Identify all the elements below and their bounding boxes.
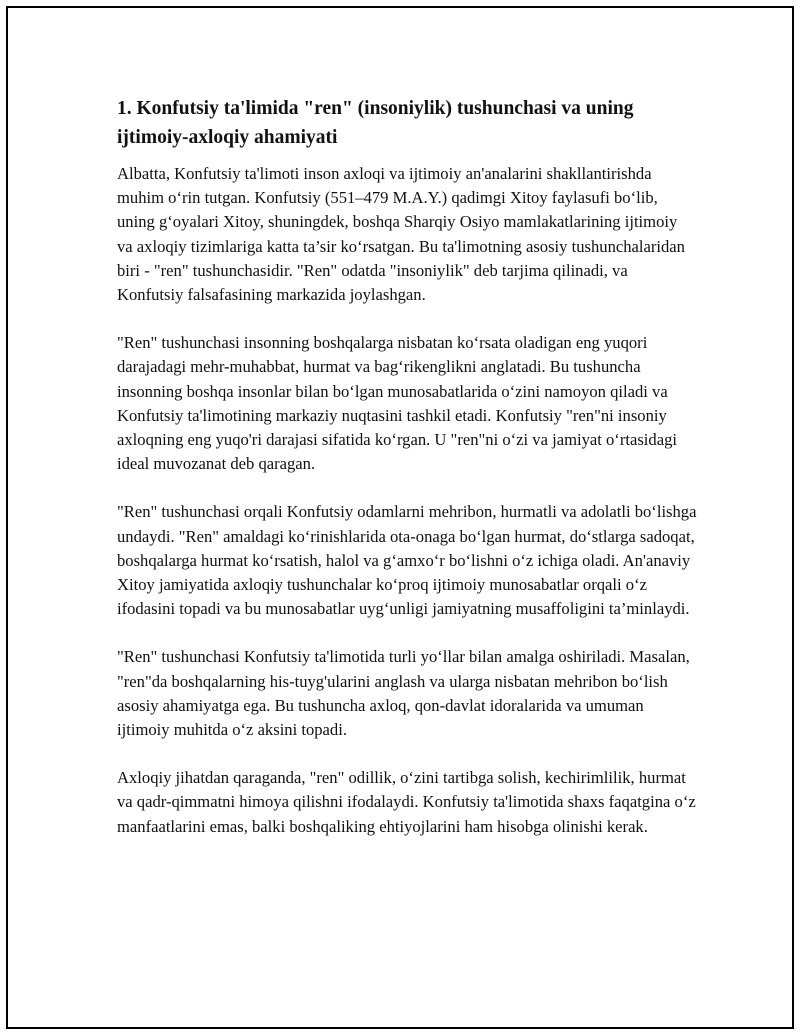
document-body (117, 94, 697, 863)
paragraph-2: "Ren" tushunchasi insonning boshqalarga nisbatan ko‘rsata oladigan eng yuqori darajadagi mehr-muhabbat, hurmat va bag‘rikenglikni anglatadi. Bu tushuncha insonning boshqa insonlar bilan bo‘lgan munosabatlarida o‘zini namoyon qiladi va Konfutsiy ta'limotining markaziy nuqtasini tashkil etadi. Konfutsiy "ren"ni insoniy axloqning eng yuqo'ri darajasi sifatida ko‘rgan. U "ren"ni o‘zi va jamiyat o‘rtasidagi ideal muvozanat deb qaragan. (117, 333, 677, 474)
paragraph-5: Axloqiy jihatdan qaraganda, "ren" odillik, o‘zini tartibga solish, kechirimlilik, hurmat va qadr-qimmatni himoya qilishni ifodalaydi. Konfutsiy ta'limotida shaxs faqatgina o‘z manfaatlarini emas, balki boshqaliking ehtiyojlarini ham hisobga olinishi kerak. (117, 768, 696, 836)
section-heading: 1. Konfutsiy ta'limida "ren" (insoniylik) tushunchasi va uning ijtimoiy-axloqiy ahamiyati (117, 98, 634, 148)
paragraph-4: "Ren" tushunchasi Konfutsiy ta'limotida turli yo‘llar bilan amalga oshiriladi. Masalan, "ren"da boshqalarning his-tuyg'ularini anglash va ularga nisbatan mehribon bo‘lish asosiy ahamiyatga ega. Bu tushuncha axloq, qon-davlat idoralarida va umuman ijtimoiy muhitda o‘z aksini topadi. (117, 647, 690, 740)
paragraph-3: "Ren" tushunchasi orqali Konfutsiy odamlarni mehribon, hurmatli va adolatli bo‘lishga undaydi. "Ren" amaldagi ko‘rinishlarida ota-onaga bo‘lgan hurmat, do‘stlarga sadoqat, boshqalarga hurmat ko‘rsatish, halol va g‘amxo‘r bo‘lishni o‘z ichiga oladi. An'anaviy Xitoy jamiyatida axloqiy tushunchalar ko‘proq ijtimoiy munosabatlar orqali o‘z ifodasini topadi va bu munosabatlar uyg‘unligi jamiyatning musaffoligini ta’minlaydi. (117, 502, 697, 619)
paragraph-1: Albatta, Konfutsiy ta'limoti inson axloqi va ijtimoiy an'analarini shakllantirishda muhim o‘rin tutgan. Konfutsiy (551–479 M.A.Y.) qadimgi Xitoy faylasufi bo‘lib, uning g‘oyalari Xitoy, shuningdek, boshqa Sharqiy Osiyo mamlakatlarining ijtimoiy va axloqiy tizimlariga katta ta’sir ko‘rsatgan. Bu ta'limotning asosiy tushunchalaridan biri - "ren" tushunchasidir. "Ren" odatda "insoniylik" deb tarjima qilinadi, va Konfutsiy falsafasining markazida joylashgan. (117, 164, 685, 305)
